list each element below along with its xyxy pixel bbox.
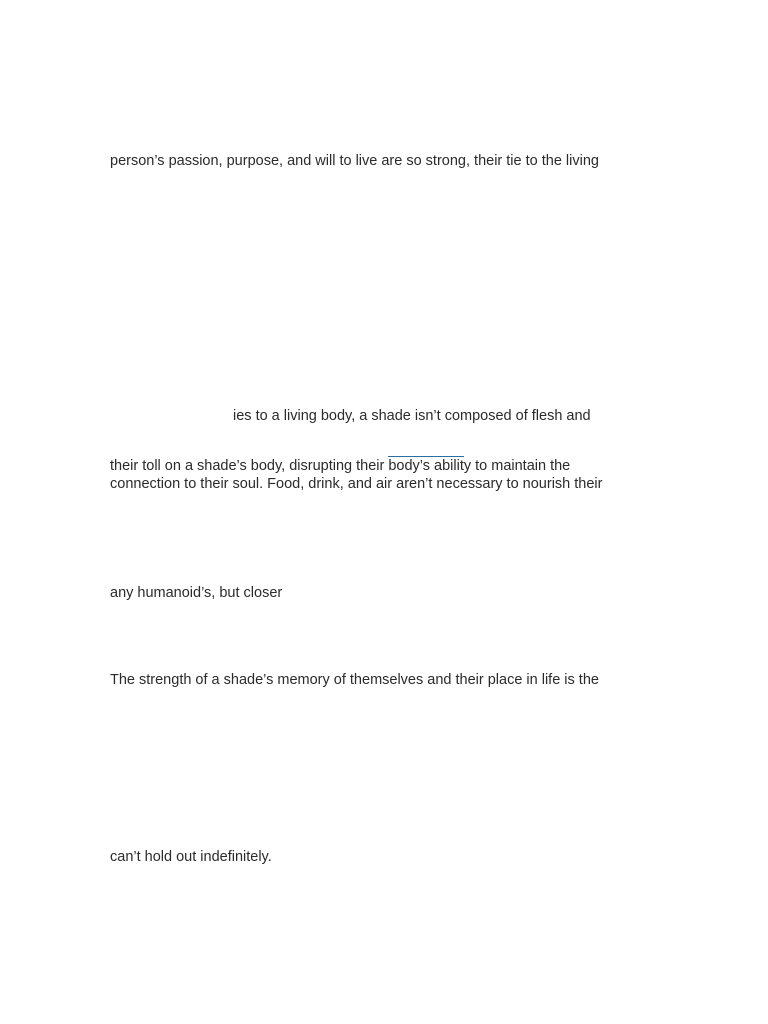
text-line-1: person’s passion, purpose, and will to live are so strong, their tie to the living <box>110 153 599 169</box>
text-line-5: any humanoid’s, but closer <box>110 585 283 601</box>
text-line-7: can’t hold out indefinitely. <box>110 849 272 865</box>
text-line-3: their toll on a shade’s body, disrupting their body’s ability to maintain the <box>110 458 571 474</box>
text-line-4: connection to their soul. Food, drink, and air aren’t necessary to nourish their <box>110 476 603 492</box>
text-line-6: The strength of a shade’s memory of themselves and their place in life is the <box>110 672 599 688</box>
text-line-2: ies to a living body, a shade isn’t composed of flesh and <box>233 408 591 424</box>
